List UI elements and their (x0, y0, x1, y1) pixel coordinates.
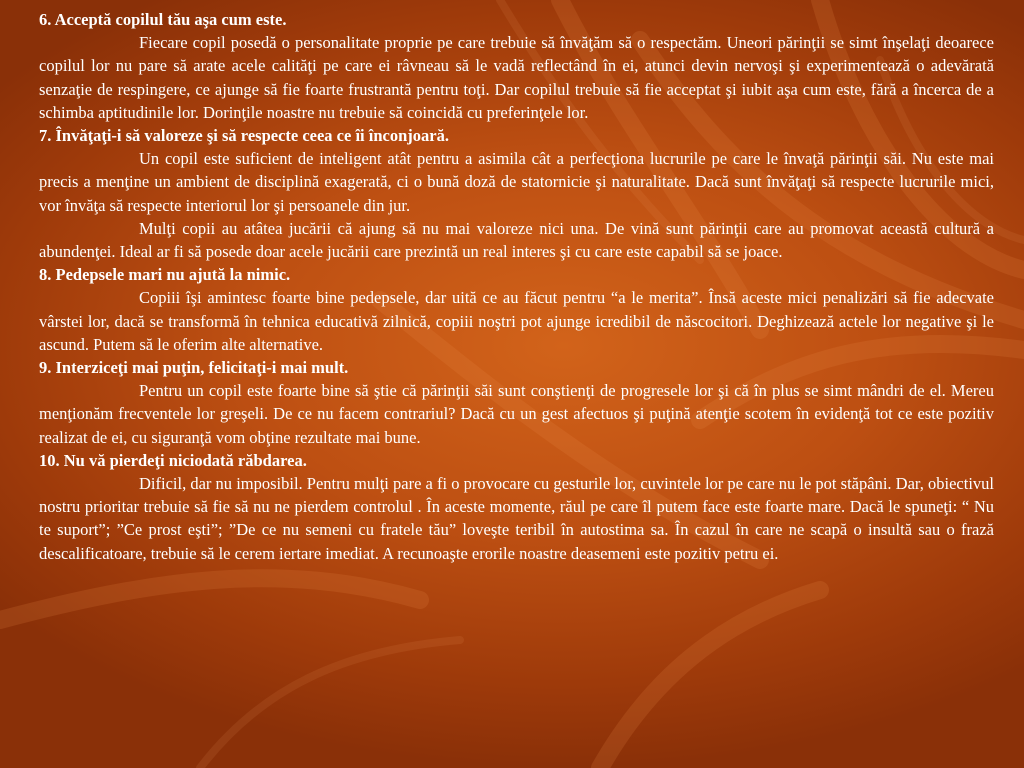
section-9-paragraph-1: Pentru un copil este foarte bine să ştie că părinţii săi sunt conştienţi de progresele lor şi că în plus se simt mândri de el. Mereu menţionăm frecventele lor greşeli. De ce nu facem contrariul? Dacă cu un gest afectuos şi puţină atenţie scotem în evidenţă tot ce este pozitiv realizat de ei, cu siguranţă vom obţine rezultate mai bune. (39, 381, 994, 447)
slide-text-body (39, 8, 994, 565)
section-7-paragraph-2: Mulţi copii au atâtea jucării că ajung să nu mai valoreze nici una. De vină sunt părinţii care au promovat această cultură a abundenţei. Ideal ar fi să posede doar acele jucării care prezintă un real interes şi cu care este capabil să se joace. (39, 218, 994, 262)
section-6-paragraph-1: Fiecare copil posedă o personalitate proprie pe care trebuie să învăţăm să o respectăm. Uneori părinţii se simt înşelaţi deoarece copilul lor nu pare să arate acele calităţi pe care ei râvneau să le vadă reflectând în ei, atunci devin nervoşi şi experimentează o adevărată senzaţie de respingere, ce ajunge să fie foarte frustrantă pentru toţi. Dar copilul trebuie să fie acceptat şi iubit aşa cum este, fără a încerca de a schimba aptitudinile lor. Dorinţile noastre nu trebuie să coincidă cu preferinţele lor. (39, 33, 994, 122)
section-heading-8: 8. Pedepsele mari nu ajută la nimic. (39, 265, 291, 285)
section-heading-7: 7. Învăţaţi-i să valoreze şi să respecte ceea ce îi înconjoară. (39, 126, 449, 146)
section-10-paragraph-1: Dificil, dar nu imposibil. Pentru mulţi pare a fi o provocare cu gesturile lor, cuvintele lor pe care nu le pot stăpâni. Dar, obiectivul nostru prioritar trebuie să fie să nu ne pierdem controlul . În aceste momente, răul pe care îl putem face este foarte mare. Dacă le spuneţi: “ Nu te suport”; ”Ce prost eşti”; ”De ce nu semeni cu fratele tău” loveşte teribil în autostima sa. În cazul în care ne scapă o insultă sau o frază descalificatoare, trebuie să le cerem iertare imediat. A recunoaşte erorile noastre deasemeni este pozitiv petru ei. (39, 474, 994, 563)
section-8-paragraph-1: Copiii îşi amintesc foarte bine pedepsele, dar uită ce au făcut pentru “a le merita”. Însă aceste mici penalizări să fie adecvate vârstei lor, dacă se transformă în tehnica educativă zilnică, copiii noştri pot ajunge icredibil de născocitori. Deghizează actele lor negative şi le ascund. Putem să le oferim alte alternative. (39, 288, 994, 354)
section-heading-9: 9. Interziceţi mai puţin, felicitaţi-i mai mult. (39, 358, 349, 378)
section-heading-6: 6. Acceptă copilul tău aşa cum este. (39, 10, 287, 29)
section-heading-10: 10. Nu vă pierdeţi niciodată răbdarea. (39, 450, 307, 470)
section-7-paragraph-1: Un copil este suficient de inteligent atât pentru a asimila cât a perfecţiona lucrurile pe care le învaţă părinţii săi. Nu este mai precis a menţine un ambient de disciplină exagerată, ci o bună doză de statornicie şi naturalitate. Dacă sunt învăţaţi să respecte lucrurile mici, vor învăţa să respecte interiorul lor şi persoanele din jur. (39, 149, 994, 215)
